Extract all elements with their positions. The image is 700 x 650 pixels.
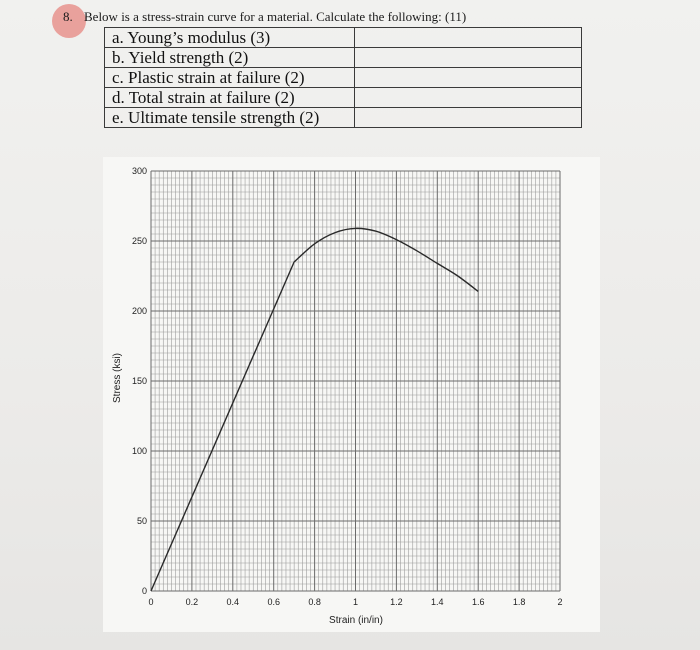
answer-cell-a[interactable] [355, 28, 582, 48]
y-tick-label: 100 [131, 446, 147, 456]
x-axis-label: Strain (in/in) [329, 615, 383, 626]
item-label-b: b. Yield strength (2) [105, 48, 355, 68]
y-tick-label: 200 [131, 306, 147, 316]
item-label-c: c. Plastic strain at failure (2) [105, 68, 355, 88]
question-prompt: Below is a stress-strain curve for a material. Calculate the following: (11) [84, 9, 467, 24]
x-tick-label: 0 [148, 597, 154, 607]
item-label-a: a. Young’s modulus (3) [105, 28, 355, 48]
table-row [105, 108, 582, 128]
x-tick-label: 2 [557, 597, 563, 607]
y-tick-label: 250 [131, 236, 147, 246]
table-row [105, 68, 582, 88]
answer-cell-b[interactable] [355, 48, 582, 68]
question-number: 8. [63, 9, 73, 24]
y-axis-label: Stress (ksi) [112, 353, 123, 403]
answer-table [104, 27, 582, 128]
y-tick-label: 150 [131, 376, 147, 386]
item-label-d: d. Total strain at failure (2) [105, 88, 355, 108]
chart-card [103, 157, 600, 632]
x-tick-label: 1.2 [390, 597, 403, 607]
x-tick-label: 0.8 [308, 597, 321, 607]
x-tick-labels [148, 597, 562, 607]
table-row [105, 48, 582, 68]
answer-cell-c[interactable] [355, 68, 582, 88]
answer-cell-e[interactable] [355, 108, 582, 128]
x-tick-label: 1 [352, 597, 359, 607]
x-tick-label: 0.6 [267, 597, 280, 607]
table-row [105, 28, 582, 48]
y-tick-label: 50 [136, 516, 147, 526]
x-tick-label: 1.6 [471, 597, 485, 607]
x-tick-label: 1.8 [512, 597, 526, 607]
x-tick-label: 0.4 [226, 597, 240, 607]
x-tick-label: 1.4 [431, 597, 444, 607]
y-tick-label: 0 [141, 586, 147, 596]
table-row [105, 88, 582, 108]
x-tick-label: 0.2 [185, 597, 199, 607]
answer-cell-d[interactable] [355, 88, 582, 108]
item-label-e: e. Ultimate tensile strength (2) [105, 108, 355, 128]
y-tick-label: 300 [131, 166, 147, 176]
stress-strain-chart [103, 157, 600, 632]
y-tick-labels [132, 166, 147, 596]
